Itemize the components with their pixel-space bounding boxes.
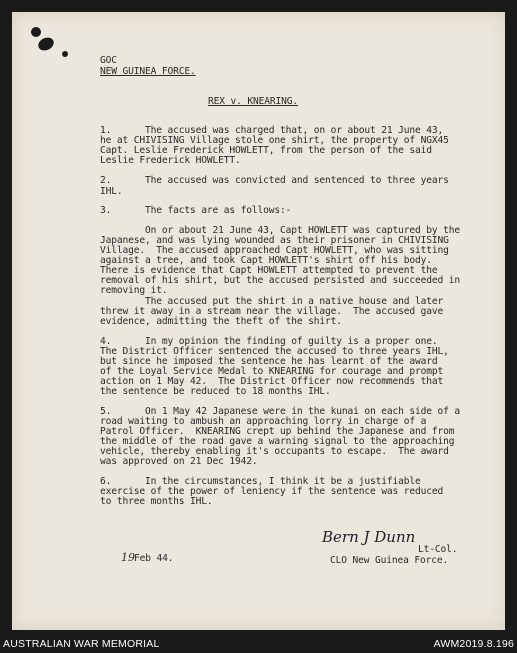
para-3a-line: removal of his shirt, but the accused persisted and succeeded in [100,275,461,286]
punch-hole-small [62,51,68,57]
addressee-goc: GOC [100,55,117,66]
para-3a-line: evidence, admitting the theft of the shirt. [100,316,342,327]
signatory-rank: Lt-Col. [418,544,458,555]
para-3a-line: Village. The accused approached Capt HOWLETT, who was sitting [100,245,449,256]
para-4-line: but since he imposed the sentence he has learnt of the award [100,356,438,367]
para-4-line: The District Officer sentenced the accused to three years IHL, [100,346,449,357]
para-3a-line: removing it. [100,285,168,296]
para-3a-line: against a tree, and took Capt HOWLETT's shirt off his body. [100,255,432,266]
para-4-line: 4. In my opinion the finding of guilty is a proper one. [100,336,438,347]
footer-accession-number: AWM2019.8.196 [433,638,514,650]
para-3a-line: The accused put the shirt in a native house and later [100,296,444,307]
para-5-line: was approved on 21 Dec 1942. [100,456,258,467]
para-5-line: the middle of the road gave a warning signal to the approaching [100,436,455,447]
para-4-line: action on 1 May 42. The District Officer now recommends that [100,376,444,387]
para-1-line: 1. The accused was charged that, on or about 21 June 43, [100,125,444,136]
date-day-handwritten: 19 [121,551,135,564]
para-6-line: to three months IHL. [100,496,213,507]
para-3a-line: On or about 21 June 43, Capt HOWLETT was captured by the [100,225,461,236]
addressee-force: NEW GUINEA FORCE. [100,66,196,77]
para-5-line: road waiting to ambush an approaching lorry in charge of a [100,416,427,427]
para-6-line: exercise of the power of leniency if the sentence was reduced [100,486,444,497]
para-1-line: he at CHIVISING Village stole one shirt, the property of NGX45 [100,135,449,146]
punch-hole-top [31,27,41,37]
para-4-line: of the Loyal Service Medal to KNEARING for courage and prompt [100,366,444,377]
para-1-line: Capt. Leslie Frederick HOWLETT, from the person of the said [100,145,432,156]
para-1-line: Leslie Frederick HOWLETT. [100,155,241,166]
para-6-line: 6. In the circumstances, I think it be a justifiable [100,476,421,487]
para-3a-line: threw it away in a stream near the village. The accused gave [100,306,444,317]
para-3a-line: Japanese, and was lying wounded as their prisoner in CHIVISING [100,235,449,246]
para-5-line: vehicle, thereby enabling it's occupants to escape. The award [100,446,449,457]
document-title: REX v. KNEARING. [208,96,299,107]
para-2-line: IHL. [100,186,123,197]
footer-institution: AUSTRALIAN WAR MEMORIAL [3,638,160,650]
para-3-line: 3. The facts are as follows:- [100,205,292,216]
para-2-line: 2. The accused was convicted and sentenced to three years [100,175,449,186]
date-month-year: Feb 44. [134,553,174,564]
signatory-position: CLO New Guinea Force. [330,555,449,566]
para-5-line: Patrol Officer. KNEARING crept up behind the Japanese and from [100,426,455,437]
para-5-line: 5. On 1 May 42 Japanese were in the kunai on each side of a [100,406,461,417]
signature: Bern J Dunn [322,528,416,546]
para-4-line: the sentence be reduced to 18 months IHL. [100,386,331,397]
para-3a-line: There is evidence that Capt HOWLETT attempted to prevent the [100,265,438,276]
